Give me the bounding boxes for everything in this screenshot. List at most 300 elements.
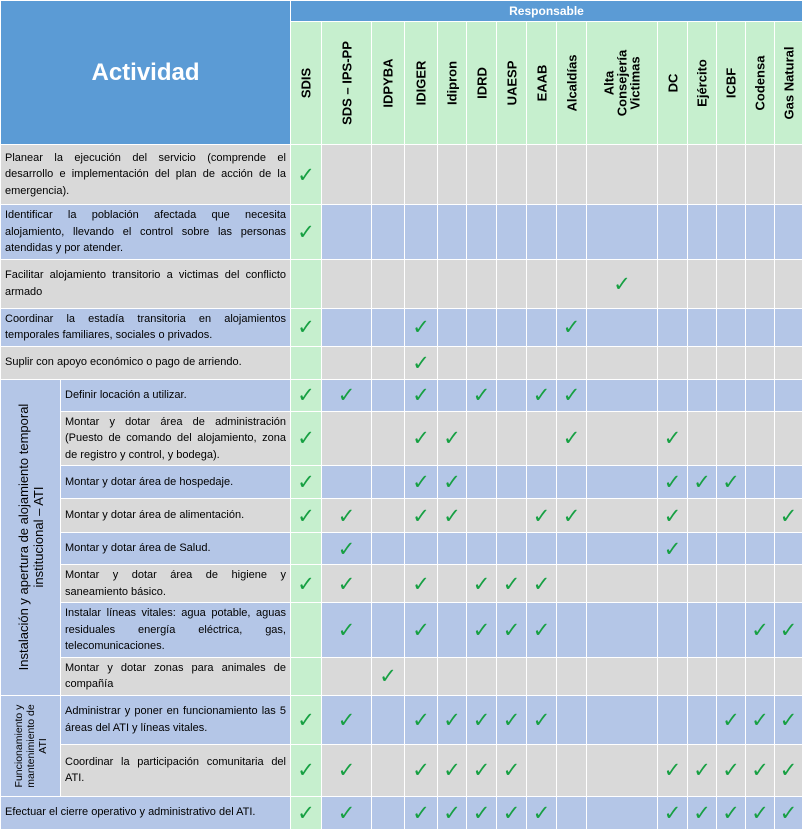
responsibility-cell [467, 499, 497, 533]
check-icon: ✓ [663, 470, 682, 494]
responsibility-cell [467, 533, 497, 565]
check-icon: ✓ [297, 426, 315, 451]
column-header-icbf [717, 22, 746, 145]
responsibility-cell [527, 346, 557, 379]
activity-row [1, 379, 803, 411]
check-icon: ✓ [532, 800, 551, 825]
activity-text: Montar y dotar área de higiene y saneamiento básico. [61, 565, 291, 603]
responsibility-cell [372, 379, 405, 411]
responsibility-cell [372, 565, 405, 603]
activity-row [1, 695, 803, 744]
responsibility-cell [746, 466, 775, 499]
column-header-label: Alcaldías [564, 54, 579, 112]
check-icon: ✓ [297, 162, 315, 187]
activity-row [1, 205, 803, 260]
responsibility-cell [587, 533, 658, 565]
responsibility-cell [405, 346, 438, 379]
responsibility-cell [717, 466, 746, 499]
responsibility-cell [497, 411, 527, 466]
responsibility-cell [497, 533, 527, 565]
activity-row [1, 466, 803, 499]
responsibility-cell [527, 411, 557, 466]
responsibility-cell [775, 259, 803, 308]
responsibility-cell [658, 346, 688, 379]
responsibility-cell [557, 533, 587, 565]
responsibility-cell [497, 603, 527, 658]
responsibility-cell [405, 308, 438, 346]
responsibility-cell [322, 744, 372, 796]
check-icon: ✓ [502, 617, 521, 642]
check-icon: ✓ [532, 617, 551, 642]
responsibility-cell [557, 657, 587, 695]
responsibility-cell [775, 379, 803, 411]
check-icon: ✓ [337, 758, 356, 782]
responsibility-cell [658, 796, 688, 829]
check-icon: ✓ [502, 758, 521, 782]
check-icon: ✓ [412, 470, 430, 494]
responsibility-cell [438, 346, 467, 379]
responsibility-cell [438, 379, 467, 411]
responsibility-cell [717, 603, 746, 658]
activity-text: Definir locación a utilizar. [61, 379, 291, 411]
responsibility-cell [775, 308, 803, 346]
responsibility-cell [717, 259, 746, 308]
activity-text: Montar y dotar área de Salud. [61, 533, 291, 565]
check-icon: ✓ [337, 383, 356, 407]
check-icon: ✓ [663, 503, 682, 528]
check-icon: ✓ [297, 758, 315, 782]
check-icon: ✓ [562, 426, 581, 451]
responsibility-cell [322, 565, 372, 603]
responsibility-cell [497, 379, 527, 411]
check-icon: ✓ [722, 800, 740, 825]
responsibility-cell [322, 205, 372, 260]
responsibility-cell [775, 499, 803, 533]
column-header-label: EAAB [534, 64, 549, 102]
check-icon: ✓ [722, 758, 740, 782]
responsibility-cell [658, 695, 688, 744]
responsibility-cell [322, 796, 372, 829]
activity-row [1, 308, 803, 346]
responsibility-cell [587, 695, 658, 744]
check-icon: ✓ [297, 315, 315, 339]
check-icon: ✓ [443, 707, 461, 732]
check-icon: ✓ [297, 707, 315, 732]
responsibility-cell [688, 308, 717, 346]
activities-body [1, 145, 803, 830]
responsibility-cell [775, 603, 803, 658]
responsibility-cell [658, 379, 688, 411]
check-icon: ✓ [443, 758, 461, 782]
responsibility-cell [775, 744, 803, 796]
activity-text: Coordinar la participación comunitaria del ATI. [61, 744, 291, 796]
responsibility-cell [322, 466, 372, 499]
responsibility-cell [746, 379, 775, 411]
responsibility-cell [438, 603, 467, 658]
responsibility-cell [405, 411, 438, 466]
check-icon: ✓ [412, 350, 430, 375]
check-icon: ✓ [472, 617, 491, 642]
responsibility-cell [557, 695, 587, 744]
check-icon: ✓ [779, 617, 798, 642]
responsibility-cell [291, 533, 322, 565]
responsibility-cell [527, 466, 557, 499]
responsibility-cell [746, 308, 775, 346]
responsibility-cell [688, 466, 717, 499]
responsibility-cell [746, 796, 775, 829]
column-header-sdis [291, 22, 322, 145]
responsibility-cell [438, 308, 467, 346]
activity-row [1, 499, 803, 533]
check-icon: ✓ [532, 503, 551, 528]
check-icon: ✓ [663, 800, 682, 825]
check-icon: ✓ [412, 758, 430, 782]
check-icon: ✓ [532, 383, 551, 407]
responsibility-cell [587, 657, 658, 695]
responsibility-cell [372, 205, 405, 260]
check-icon: ✓ [412, 383, 430, 407]
responsibility-cell [291, 466, 322, 499]
column-header-idpyba [372, 22, 405, 145]
group-label [1, 379, 61, 695]
responsibility-cell [688, 533, 717, 565]
responsibility-cell [587, 411, 658, 466]
column-header-uaesp [497, 22, 527, 145]
responsibility-cell [658, 259, 688, 308]
responsibility-cell [746, 205, 775, 260]
responsibility-cell [658, 145, 688, 205]
check-icon: ✓ [297, 800, 315, 825]
responsibility-cell [688, 346, 717, 379]
check-icon: ✓ [663, 536, 682, 561]
responsibility-cell [587, 466, 658, 499]
activity-text: Montar y dotar área de hospedaje. [61, 466, 291, 499]
check-icon: ✓ [412, 315, 430, 339]
responsibility-cell [775, 695, 803, 744]
responsibility-cell [746, 744, 775, 796]
responsibility-cell [467, 308, 497, 346]
responsibility-cell [467, 205, 497, 260]
check-icon: ✓ [751, 800, 769, 825]
responsibility-cell [557, 346, 587, 379]
column-header-label: SDIS [298, 67, 314, 99]
responsibility-cell [658, 603, 688, 658]
activity-row [1, 411, 803, 466]
activity-text: Identificar la población afectada que necesita alojamiento, llevando el control sobre las personas atendidas y por atender. [1, 205, 291, 260]
column-header-eaab [527, 22, 557, 145]
check-icon: ✓ [502, 800, 521, 825]
responsibility-cell [405, 796, 438, 829]
responsibility-cell [405, 499, 438, 533]
responsibility-cell [587, 744, 658, 796]
responsibility-cell [372, 796, 405, 829]
responsibility-cell [775, 346, 803, 379]
responsibility-cell [322, 308, 372, 346]
column-header-idiger [405, 22, 438, 145]
responsibility-cell [746, 346, 775, 379]
responsibility-cell [438, 695, 467, 744]
responsibility-cell [405, 695, 438, 744]
column-header-ejército [688, 22, 717, 145]
responsibility-cell [775, 205, 803, 260]
responsibility-cell [658, 533, 688, 565]
responsibility-cell [291, 259, 322, 308]
responsibility-cell [658, 308, 688, 346]
responsibility-cell [717, 796, 746, 829]
responsibility-cell [527, 695, 557, 744]
responsibility-cell [291, 796, 322, 829]
responsibility-cell [372, 533, 405, 565]
responsibility-cell [527, 379, 557, 411]
responsibility-cell [527, 308, 557, 346]
check-icon: ✓ [297, 571, 315, 596]
responsibility-cell [497, 145, 527, 205]
responsibility-cell [557, 205, 587, 260]
responsibility-cell [372, 259, 405, 308]
responsibility-cell [372, 346, 405, 379]
column-header-label: SDS – IPS-PP [339, 41, 354, 125]
column-header-label: Codensa [752, 55, 768, 111]
responsibility-cell [467, 603, 497, 658]
check-icon: ✓ [663, 758, 682, 782]
check-icon: ✓ [412, 617, 430, 642]
responsibility-cell [746, 695, 775, 744]
responsibility-cell [467, 346, 497, 379]
check-icon: ✓ [562, 383, 581, 407]
activity-text: Facilitar alojamiento transitorio a victimas del conflicto armado [1, 259, 291, 308]
responsibility-cell [438, 145, 467, 205]
activity-row [1, 744, 803, 796]
activity-row [1, 346, 803, 379]
activity-text: Administrar y poner en funcionamiento las 5 áreas del ATI y líneas vitales. [61, 695, 291, 744]
responsibility-cell [775, 533, 803, 565]
responsibility-cell [527, 565, 557, 603]
responsibility-cell [557, 796, 587, 829]
responsibility-cell [746, 533, 775, 565]
activity-row [1, 145, 803, 205]
column-header-codensa [746, 22, 775, 145]
responsibility-cell [497, 695, 527, 744]
responsibility-cell [291, 499, 322, 533]
responsibility-cell [557, 411, 587, 466]
responsibility-cell [527, 796, 557, 829]
responsibility-cell [746, 259, 775, 308]
activity-row [1, 603, 803, 658]
responsibility-cell [717, 657, 746, 695]
check-icon: ✓ [337, 707, 356, 732]
responsibility-cell [717, 379, 746, 411]
check-icon: ✓ [412, 426, 430, 451]
column-header-label: UAESP [504, 60, 519, 106]
check-icon: ✓ [751, 707, 769, 732]
responsibility-cell [438, 259, 467, 308]
responsibility-cell [291, 657, 322, 695]
responsibility-cell [587, 499, 658, 533]
activity-text: Planear la ejecución del servicio (comprende el desarrollo e implementación del plan de acción de la emergencia). [1, 145, 291, 205]
responsibility-cell [497, 744, 527, 796]
responsibility-cell [497, 259, 527, 308]
check-icon: ✓ [532, 707, 551, 732]
responsibility-cell [438, 533, 467, 565]
responsibility-cell [557, 308, 587, 346]
responsibility-cell [557, 565, 587, 603]
responsibility-cell [291, 308, 322, 346]
responsibility-cell [527, 657, 557, 695]
responsibility-cell [557, 499, 587, 533]
check-icon: ✓ [779, 707, 798, 732]
responsibility-cell [438, 411, 467, 466]
check-icon: ✓ [412, 707, 430, 732]
responsibility-cell [322, 346, 372, 379]
activity-text: Montar y dotar zonas para animales de compañía [61, 657, 291, 695]
responsibility-cell [372, 466, 405, 499]
responsibility-cell [775, 411, 803, 466]
responsibility-cell [587, 346, 658, 379]
activity-text: Suplir con apoyo económico o pago de arriendo. [1, 346, 291, 379]
responsibility-cell [587, 603, 658, 658]
responsibility-cell [557, 744, 587, 796]
responsibility-cell [557, 379, 587, 411]
check-icon: ✓ [297, 503, 315, 528]
responsibility-cell [322, 603, 372, 658]
responsibility-cell [717, 533, 746, 565]
activity-text: Montar y dotar área de alimentación. [61, 499, 291, 533]
responsibility-cell [322, 657, 372, 695]
responsibility-cell [587, 145, 658, 205]
column-header-alcaldías [557, 22, 587, 145]
column-header-label: ICBF [723, 67, 739, 99]
column-header-idipron [438, 22, 467, 145]
responsibility-cell [438, 565, 467, 603]
responsibility-cell [497, 657, 527, 695]
check-icon: ✓ [297, 470, 315, 494]
responsibility-cell [688, 499, 717, 533]
group-label-text: Instalación y apertura de alojamiento temporal institucional – ATI [15, 403, 46, 671]
responsibility-cell [587, 565, 658, 603]
responsibility-cell [587, 379, 658, 411]
check-icon: ✓ [722, 707, 740, 732]
responsibility-cell [291, 603, 322, 658]
responsibility-cell [527, 603, 557, 658]
responsibility-cell [587, 205, 658, 260]
responsibility-cell [372, 145, 405, 205]
responsibility-cell [717, 205, 746, 260]
responsibility-cell [405, 744, 438, 796]
responsibility-cell [438, 796, 467, 829]
responsibility-cell [497, 308, 527, 346]
check-icon: ✓ [472, 707, 491, 732]
responsibility-cell [405, 259, 438, 308]
column-header-label: Idipron [444, 60, 460, 106]
column-header-dc [658, 22, 688, 145]
check-icon: ✓ [337, 571, 356, 596]
check-icon: ✓ [412, 571, 430, 596]
responsibility-cell [405, 145, 438, 205]
check-icon: ✓ [502, 707, 521, 732]
responsibility-cell [291, 346, 322, 379]
check-icon: ✓ [337, 536, 356, 561]
responsibility-cell [405, 603, 438, 658]
check-icon: ✓ [412, 800, 430, 825]
check-icon: ✓ [562, 315, 581, 339]
responsibility-cell [658, 744, 688, 796]
responsibility-cell [688, 205, 717, 260]
responsibility-cell [372, 308, 405, 346]
column-header-label: IDIGER [413, 60, 429, 106]
column-header-label: IDPYBA [380, 58, 396, 108]
responsibility-cell [688, 603, 717, 658]
responsibility-cell [658, 565, 688, 603]
responsibility-cell [527, 145, 557, 205]
responsibility-cell [775, 565, 803, 603]
responsibility-cell [497, 205, 527, 260]
check-icon: ✓ [337, 617, 356, 642]
responsibility-cell [467, 744, 497, 796]
responsibility-cell [658, 657, 688, 695]
responsibility-cell [291, 145, 322, 205]
column-header-idrd [467, 22, 497, 145]
responsibility-cell [467, 259, 497, 308]
responsibility-cell [775, 466, 803, 499]
check-icon: ✓ [297, 383, 315, 407]
check-icon: ✓ [443, 503, 461, 528]
check-icon: ✓ [751, 758, 769, 782]
check-icon: ✓ [693, 758, 711, 782]
responsibility-cell [497, 466, 527, 499]
check-icon: ✓ [502, 571, 521, 596]
responsibility-cell [746, 603, 775, 658]
column-header-gas-natural [775, 22, 803, 145]
responsibility-cell [717, 565, 746, 603]
responsibility-cell [688, 565, 717, 603]
group-label-text: Funcionamiento y mantenimiento de ATI [12, 703, 49, 788]
responsibility-cell [688, 259, 717, 308]
responsibility-cell [372, 695, 405, 744]
check-icon: ✓ [779, 800, 798, 825]
responsibility-cell [372, 744, 405, 796]
activity-row [1, 259, 803, 308]
check-icon: ✓ [779, 758, 798, 782]
actividad-header: Actividad [1, 1, 291, 145]
responsibility-cell [405, 565, 438, 603]
responsibility-cell [438, 657, 467, 695]
responsibility-cell [467, 145, 497, 205]
check-icon: ✓ [693, 470, 711, 494]
responsable-header: Responsable [291, 1, 803, 22]
responsibility-cell [291, 565, 322, 603]
responsibility-cell [717, 695, 746, 744]
responsibility-cell [322, 379, 372, 411]
responsibility-cell [557, 466, 587, 499]
check-icon: ✓ [779, 503, 798, 528]
responsibility-cell [527, 744, 557, 796]
responsibility-cell [746, 657, 775, 695]
responsibility-cell [746, 411, 775, 466]
column-header-label: DC [665, 73, 680, 93]
activity-text: Coordinar la estadía transitoria en alojamientos temporales familiares, sociales o privados. [1, 308, 291, 346]
responsibility-cell [372, 499, 405, 533]
responsibility-cell [775, 796, 803, 829]
check-icon: ✓ [472, 383, 491, 407]
responsibility-cell [405, 533, 438, 565]
activity-row [1, 533, 803, 565]
responsibility-cell [658, 411, 688, 466]
responsibility-cell [372, 411, 405, 466]
check-icon: ✓ [562, 503, 581, 528]
activity-text: Efectuar el cierre operativo y administrativo del ATI. [1, 796, 291, 829]
check-icon: ✓ [472, 571, 491, 596]
responsibility-cell [467, 695, 497, 744]
